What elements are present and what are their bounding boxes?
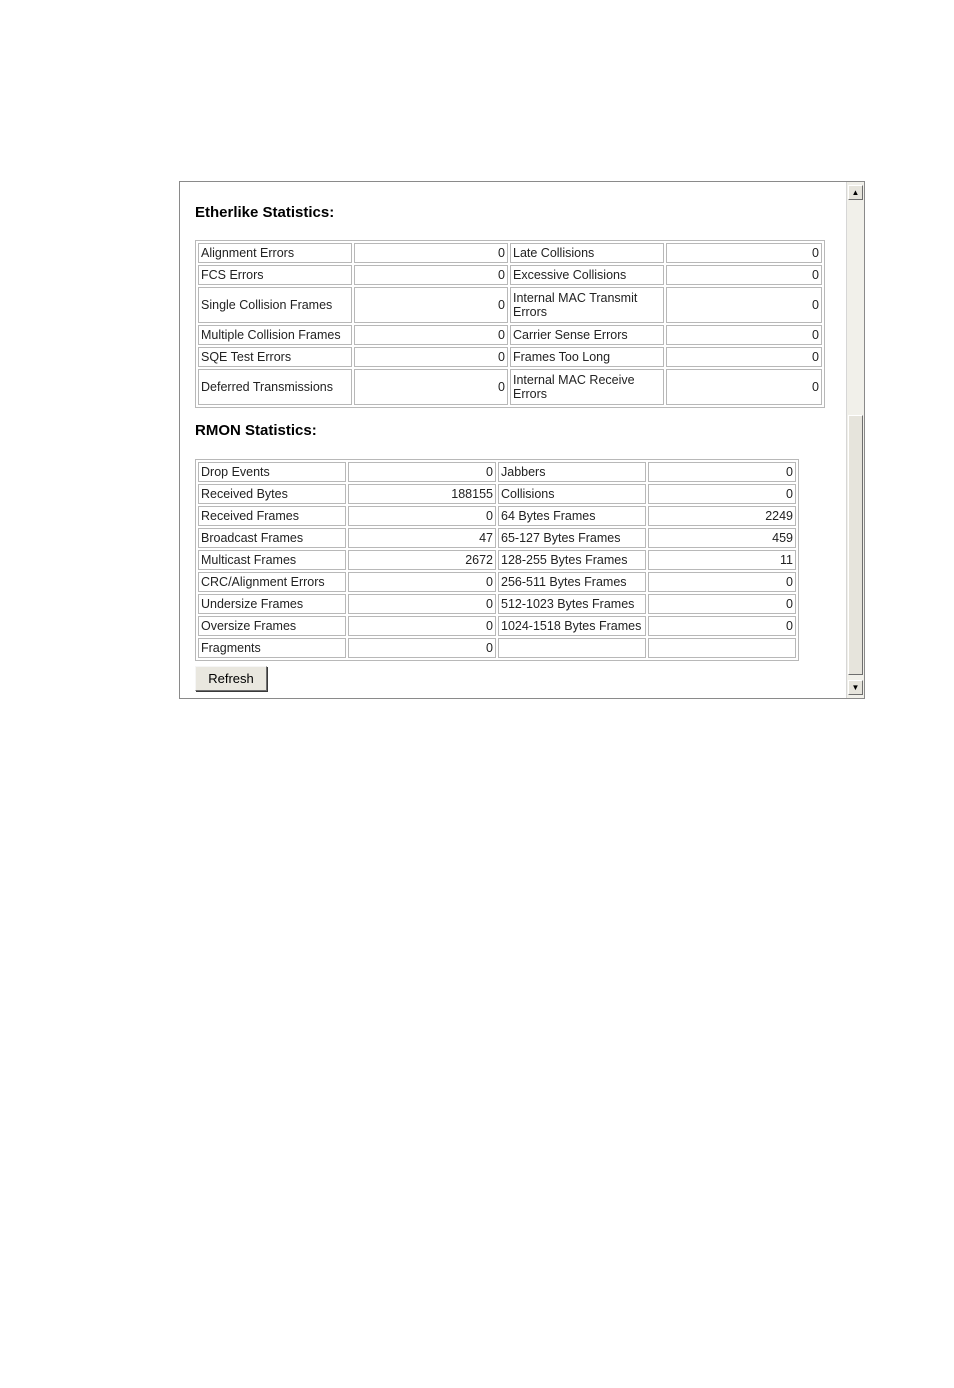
stat-value: 0 xyxy=(648,462,796,482)
stat-label: SQE Test Errors xyxy=(198,347,352,367)
stat-value: 0 xyxy=(354,287,508,323)
stat-label: 64 Bytes Frames xyxy=(498,506,646,526)
scroll-down-icon[interactable]: ▼ xyxy=(848,680,863,695)
etherlike-table xyxy=(195,240,825,408)
table-row xyxy=(198,616,796,636)
table-row xyxy=(198,325,822,345)
table-row xyxy=(198,528,796,548)
stat-value: 2249 xyxy=(648,506,796,526)
vertical-scrollbar[interactable] xyxy=(846,182,864,698)
stat-value: 0 xyxy=(666,243,822,263)
stat-label: Oversize Frames xyxy=(198,616,346,636)
stat-value: 0 xyxy=(666,347,822,367)
stat-label: Received Bytes xyxy=(198,484,346,504)
table-row xyxy=(198,484,796,504)
stat-value: 0 xyxy=(348,572,496,592)
table-row xyxy=(198,638,796,658)
stat-value: 0 xyxy=(348,616,496,636)
table-row xyxy=(198,462,796,482)
stat-value: 188155 xyxy=(348,484,496,504)
stat-value: 0 xyxy=(348,594,496,614)
stat-value: 0 xyxy=(354,369,508,405)
stat-label: Internal MAC Receive Errors xyxy=(510,369,664,405)
stat-label: 512-1023 Bytes Frames xyxy=(498,594,646,614)
rmon-title: RMON Statistics: xyxy=(195,422,317,439)
stat-value: 459 xyxy=(648,528,796,548)
table-row xyxy=(198,243,822,263)
stat-label: Received Frames xyxy=(198,506,346,526)
stat-label: Excessive Collisions xyxy=(510,265,664,285)
stat-label: Carrier Sense Errors xyxy=(510,325,664,345)
stat-value: 0 xyxy=(666,265,822,285)
stat-value xyxy=(648,638,796,658)
stat-label: 1024-1518 Bytes Frames xyxy=(498,616,646,636)
stat-value: 11 xyxy=(648,550,796,570)
stat-value: 0 xyxy=(354,243,508,263)
stat-value: 0 xyxy=(666,287,822,323)
table-row xyxy=(198,287,822,323)
stat-label: Multiple Collision Frames xyxy=(198,325,352,345)
scroll-thumb[interactable] xyxy=(848,415,863,675)
stat-label: Multicast Frames xyxy=(198,550,346,570)
stat-label: Jabbers xyxy=(498,462,646,482)
stat-label: Single Collision Frames xyxy=(198,287,352,323)
stat-value: 0 xyxy=(666,369,822,405)
table-row xyxy=(198,369,822,405)
table-row xyxy=(198,347,822,367)
stat-value: 0 xyxy=(354,347,508,367)
table-row xyxy=(198,265,822,285)
statistics-window xyxy=(179,181,865,699)
stat-label: Deferred Transmissions xyxy=(198,369,352,405)
stat-value: 0 xyxy=(354,265,508,285)
etherlike-title: Etherlike Statistics: xyxy=(195,204,335,221)
stat-value: 0 xyxy=(348,638,496,658)
table-row xyxy=(198,572,796,592)
stat-label: Internal MAC Transmit Errors xyxy=(510,287,664,323)
stat-label: Broadcast Frames xyxy=(198,528,346,548)
scroll-up-icon[interactable]: ▲ xyxy=(848,185,863,200)
stat-label: Drop Events xyxy=(198,462,346,482)
stat-value: 2672 xyxy=(348,550,496,570)
stat-value: 0 xyxy=(648,572,796,592)
stat-value: 0 xyxy=(648,484,796,504)
stat-value: 0 xyxy=(354,325,508,345)
stat-value: 0 xyxy=(648,594,796,614)
stat-value: 0 xyxy=(648,616,796,636)
stat-value: 0 xyxy=(666,325,822,345)
refresh-button[interactable]: Refresh xyxy=(195,666,267,691)
stat-label: 65-127 Bytes Frames xyxy=(498,528,646,548)
stat-label: CRC/Alignment Errors xyxy=(198,572,346,592)
table-row xyxy=(198,506,796,526)
stat-label: Fragments xyxy=(198,638,346,658)
stat-label: Undersize Frames xyxy=(198,594,346,614)
stat-label: 128-255 Bytes Frames xyxy=(498,550,646,570)
stat-label xyxy=(498,638,646,658)
stat-label: Late Collisions xyxy=(510,243,664,263)
table-row xyxy=(198,594,796,614)
stat-label: Alignment Errors xyxy=(198,243,352,263)
stat-value: 0 xyxy=(348,506,496,526)
table-row xyxy=(198,550,796,570)
rmon-table xyxy=(195,459,799,661)
stat-value: 0 xyxy=(348,462,496,482)
stat-label: 256-511 Bytes Frames xyxy=(498,572,646,592)
stat-value: 47 xyxy=(348,528,496,548)
stat-label: Collisions xyxy=(498,484,646,504)
stat-label: Frames Too Long xyxy=(510,347,664,367)
content-pane xyxy=(180,182,846,698)
stat-label: FCS Errors xyxy=(198,265,352,285)
